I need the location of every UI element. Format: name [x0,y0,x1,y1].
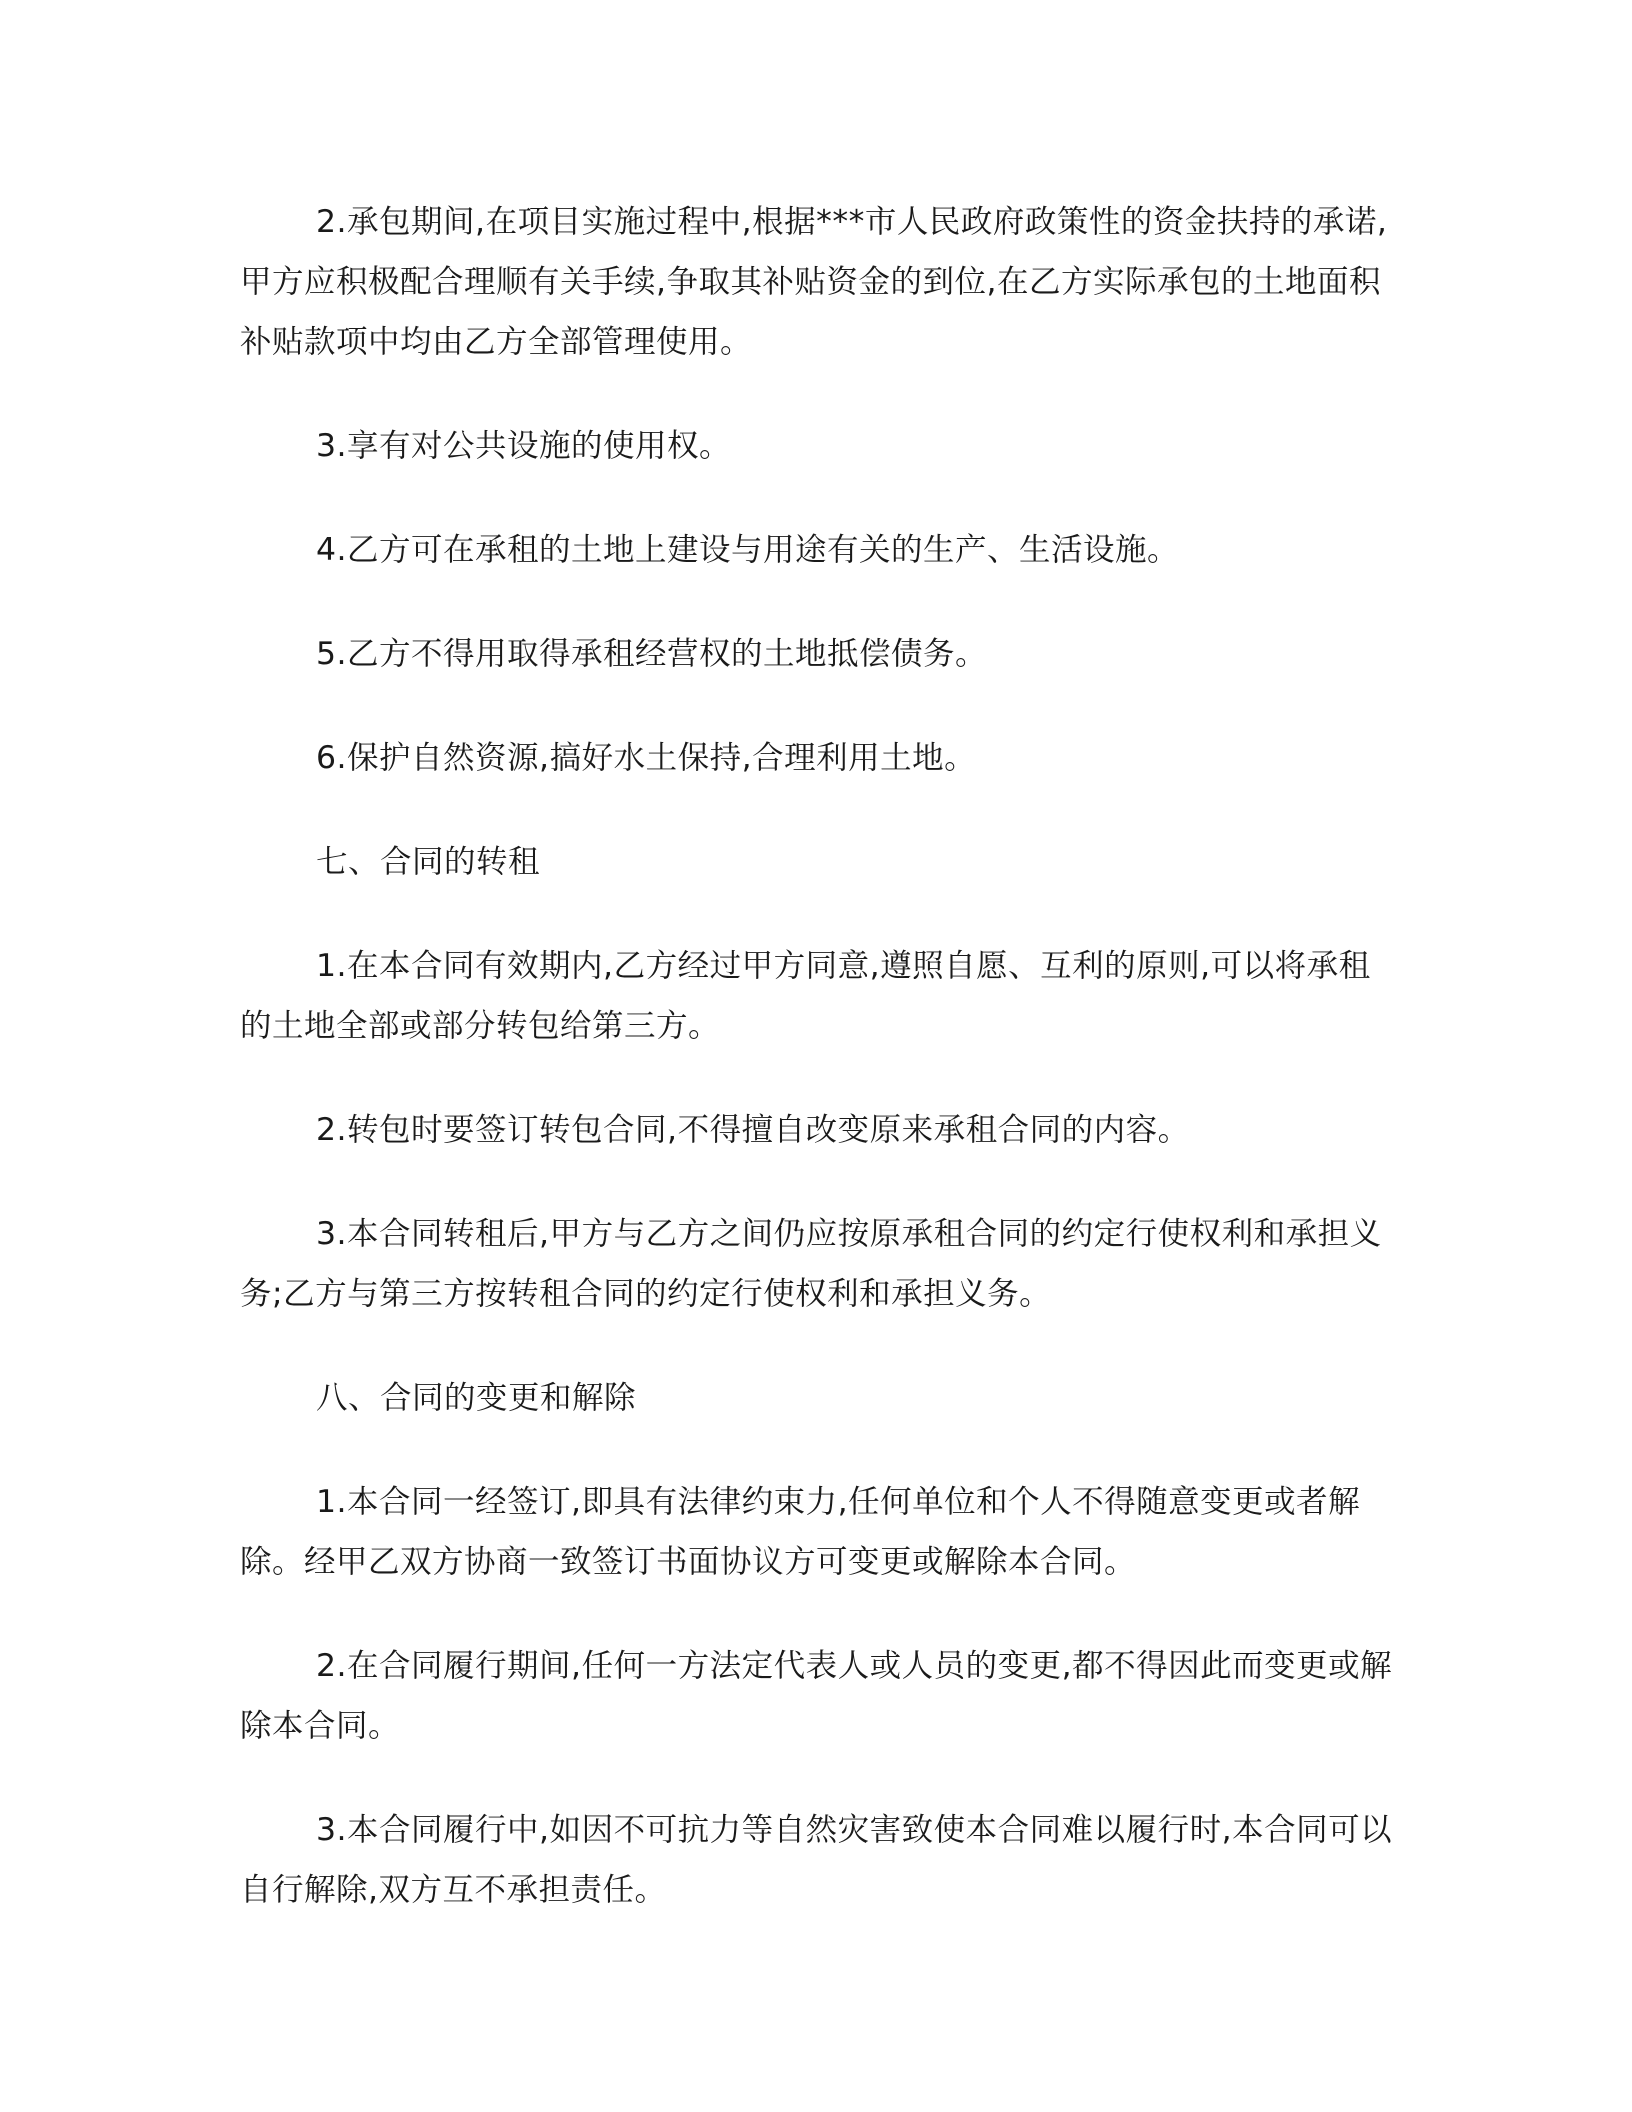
paragraph-sublease-obligations: 3.本合同转租后,甲方与乙方之间仍应按原承租合同的约定行使权利和承担义务;乙方与第三方按转租合同的约定行使权利和承担义务。 [240,1216,1382,1312]
paragraph-construction-rights: 4.乙方可在承租的土地上建设与用途有关的生产、生活设施。 [316,532,1180,568]
section-heading-amendment: 八、合同的变更和解除 [316,1380,637,1416]
paragraph-resource-protection: 6.保护自然资源,搞好水土保持,合理利用土地。 [316,740,977,776]
paragraph-sublease-contract: 2.转包时要签订转包合同,不得擅自改变原来承租合同的内容。 [316,1112,1190,1148]
document-body [240,192,1400,1964]
paragraph-force-majeure: 3.本合同履行中,如因不可抗力等自然灾害致使本合同难以履行时,本合同可以自行解除,双方互不承担责任。 [240,1812,1393,1908]
section-heading-sublease: 七、合同的转租 [316,844,541,880]
paragraph-debt-restriction: 5.乙方不得用取得承租经营权的土地抵偿债务。 [316,636,988,672]
paragraph-public-facilities: 3.享有对公共设施的使用权。 [316,428,732,464]
paragraph-subsidy-clause: 2.承包期间,在项目实施过程中,根据***市人民政府政策性的资金扶持的承诺,甲方应积极配合理顺有关手续,争取其补贴资金的到位,在乙方实际承包的土地面积补贴款项中均由乙方全部管理使用。 [240,204,1388,360]
paragraph-sublease-consent: 1.在本合同有效期内,乙方经过甲方同意,遵照自愿、互利的原则,可以将承租的土地全部或部分转包给第三方。 [240,948,1371,1044]
paragraph-binding-force: 1.本合同一经签订,即具有法律约束力,任何单位和个人不得随意变更或者解除。经甲乙双方协商一致签订书面协议方可变更或解除本合同。 [240,1484,1361,1580]
paragraph-representative-change: 2.在合同履行期间,任何一方法定代表人或人员的变更,都不得因此而变更或解除本合同。 [240,1648,1393,1744]
